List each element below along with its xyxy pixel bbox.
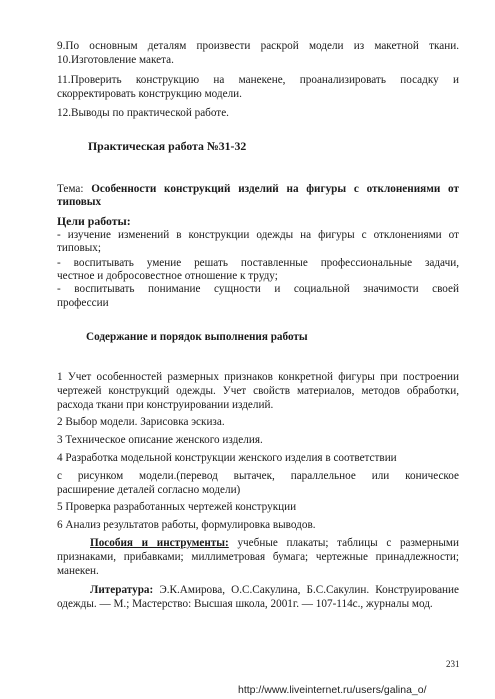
footer-url: http://www.liveinternet.ru/users/galina_o/ <box>238 684 427 696</box>
step-11-line-1: 11.Проверить конструкцию на манекене, проанализировать посадку и <box>57 74 459 86</box>
literature-line-1 <box>90 583 459 597</box>
goal-1-line-2: типовых; <box>57 242 101 254</box>
step-11-line-2: скорректировать конструкцию модели. <box>57 88 242 100</box>
content-heading: Содержание и порядок выполнения работы <box>86 331 308 343</box>
goal-1-line-1: - изучение изменений в конструкции одежды на фигуры с отклонениями от <box>57 229 459 241</box>
topic-line-1 <box>57 182 459 196</box>
step-6-line: 6 Анализ результатов работы, формулировка выводов. <box>57 519 316 531</box>
step-3-line: 3 Техническое описание женского изделия. <box>57 434 263 446</box>
literature-line-2: одежды. — М.; Мастерство: Высшая школа, 2001г. — 107-114с., журналы мод. <box>57 598 433 610</box>
step-4-line-2: с рисунком модели.(перевод вытачек, параллельное или коническое <box>57 470 459 482</box>
aids-text: учебные плакаты; таблицы с размерными <box>228 537 459 549</box>
goal-3-line-2: профессии <box>57 297 109 309</box>
aids-label: Пособия и инструменты: <box>90 537 229 549</box>
aids-line-1 <box>90 536 459 550</box>
goals-title: Цели работы: <box>57 214 131 228</box>
literature-label: Литература: <box>90 584 154 596</box>
step-12-line: 12.Выводы по практической работе. <box>57 107 229 119</box>
step-1-line-3: расхода ткани при конструировании изделий. <box>57 399 274 411</box>
goal-2-line-2: честное и добросовестное отношение к труду; <box>57 270 278 282</box>
page-number: 231 <box>446 659 460 669</box>
topic-label: Тема: <box>57 183 92 195</box>
aids-line-2: признаками, прибавками; миллиметровая бумага; чертежные принадлежности; <box>57 551 459 563</box>
aids-line-3: манекен. <box>57 565 99 577</box>
step-2-line: 2 Выбор модели. Зарисовка эскиза. <box>57 416 225 428</box>
step-5-line: 5 Проверка разработанных чертежей конструкции <box>57 501 297 513</box>
step-4-line-1: 4 Разработка модельной конструкции женского изделия в соответствии <box>57 452 397 464</box>
step-10-line: 10.Изготовление макета. <box>57 54 174 66</box>
literature-text: Э.К.Амирова, О.С.Сакулина, Б.С.Сакулин. Конструирование <box>153 584 459 596</box>
goal-2-line-1: - воспитывать умение решать поставленные профессиональные задачи, <box>57 257 459 269</box>
goal-3-line-1: - воспитывать понимание сущности и социальной значимости своей <box>57 283 459 295</box>
step-1-line-1: 1 Учет особенностей размерных признаков конкретной фигуры при построении <box>57 371 459 383</box>
step-9-line: 9.По основным деталям произвести раскрой модели из макетной ткани. <box>57 40 459 52</box>
step-4-line-3: расширение деталей согласно модели) <box>57 484 241 496</box>
practical-work-heading: Практическая работа №31-32 <box>88 139 247 153</box>
topic-line-2: типовых <box>57 196 102 208</box>
topic-text: Особенности конструкций изделий на фигуры с отклонениями от <box>91 183 459 195</box>
step-1-line-2: чертежей конструкций одежды. Учет свойств материалов, методов обработки, <box>57 385 459 397</box>
